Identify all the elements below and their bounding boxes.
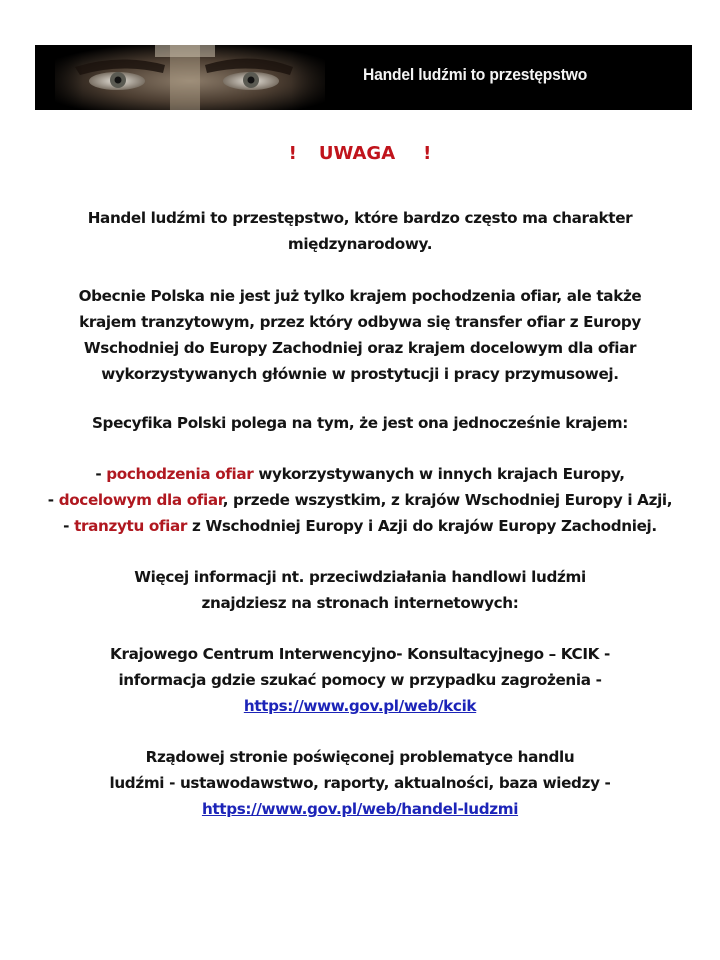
kcik-link[interactable]: https://www.gov.pl/web/kcik bbox=[243, 697, 477, 715]
poland-line: Wschodniej do Europy Zachodniej oraz krajem docelowym dla ofiar bbox=[83, 339, 637, 357]
poland-line: Obecnie Polska nie jest już tylko krajem pochodzenia ofiar, ale także bbox=[78, 287, 642, 305]
header-banner bbox=[35, 45, 692, 110]
list-item bbox=[0, 461, 720, 487]
list-text: z Wschodniej Europy i Azji do krajów Europy Zachodniej. bbox=[187, 517, 657, 535]
list-text: , przede wszystkim, z krajów Wschodniej Europy i Azji, bbox=[222, 491, 673, 509]
highlight-text: pochodzenia ofiar bbox=[106, 465, 254, 483]
highlight-text: docelowym dla ofiar bbox=[58, 491, 223, 509]
more-info-paragraph bbox=[0, 564, 720, 616]
kcik-line: informacja gdzie szukać pomocy w przypadku zagrożenia - bbox=[118, 671, 602, 689]
exclamation-icon: ! bbox=[288, 143, 297, 164]
exclamation-icon: ! bbox=[423, 143, 432, 164]
highlight-text: tranzytu ofiar bbox=[74, 517, 188, 535]
more-info-line: Więcej informacji nt. przeciwdziałania handlowi ludźmi bbox=[134, 568, 586, 586]
gov-paragraph bbox=[0, 744, 720, 822]
banner-title: Handel ludźmi to przestępstwo bbox=[363, 65, 588, 84]
specifics-heading-text: Specyfika Polski polega na tym, że jest ona jednocześnie krajem: bbox=[91, 414, 629, 432]
gov-line: Rządowej stronie poświęconej problematyce handlu bbox=[145, 748, 575, 766]
poland-paragraph bbox=[0, 283, 720, 387]
list-item bbox=[0, 487, 720, 513]
list-dash: - bbox=[47, 491, 59, 509]
intro-line: międzynarodowy. bbox=[287, 235, 433, 253]
gov-line: ludźmi - ustawodawstwo, raporty, aktualności, baza wiedzy - bbox=[109, 774, 611, 792]
list-dash: - bbox=[63, 517, 75, 535]
more-info-line: znajdziesz na stronach internetowych: bbox=[201, 594, 519, 612]
gov-link[interactable]: https://www.gov.pl/web/handel-ludzmi bbox=[201, 800, 519, 818]
kcik-paragraph bbox=[0, 641, 720, 719]
specifics-list bbox=[0, 461, 720, 539]
warning-label: UWAGA bbox=[318, 143, 396, 164]
list-text: wykorzystywanych w innych krajach Europy, bbox=[253, 465, 625, 483]
intro-paragraph bbox=[0, 205, 720, 257]
intro-line: Handel ludźmi to przestępstwo, które bardzo często ma charakter bbox=[87, 209, 633, 227]
specifics-heading bbox=[0, 410, 720, 436]
list-dash: - bbox=[95, 465, 107, 483]
poland-line: wykorzystywanych głównie w prostytucji i pracy przymusowej. bbox=[101, 365, 619, 383]
kcik-line: Krajowego Centrum Interwencyjno- Konsultacyjnego – KCIK - bbox=[110, 645, 610, 663]
list-item bbox=[0, 513, 720, 539]
poland-line: krajem tranzytowym, przez który odbywa się transfer ofiar z Europy bbox=[79, 313, 641, 331]
warning-heading bbox=[0, 143, 720, 164]
